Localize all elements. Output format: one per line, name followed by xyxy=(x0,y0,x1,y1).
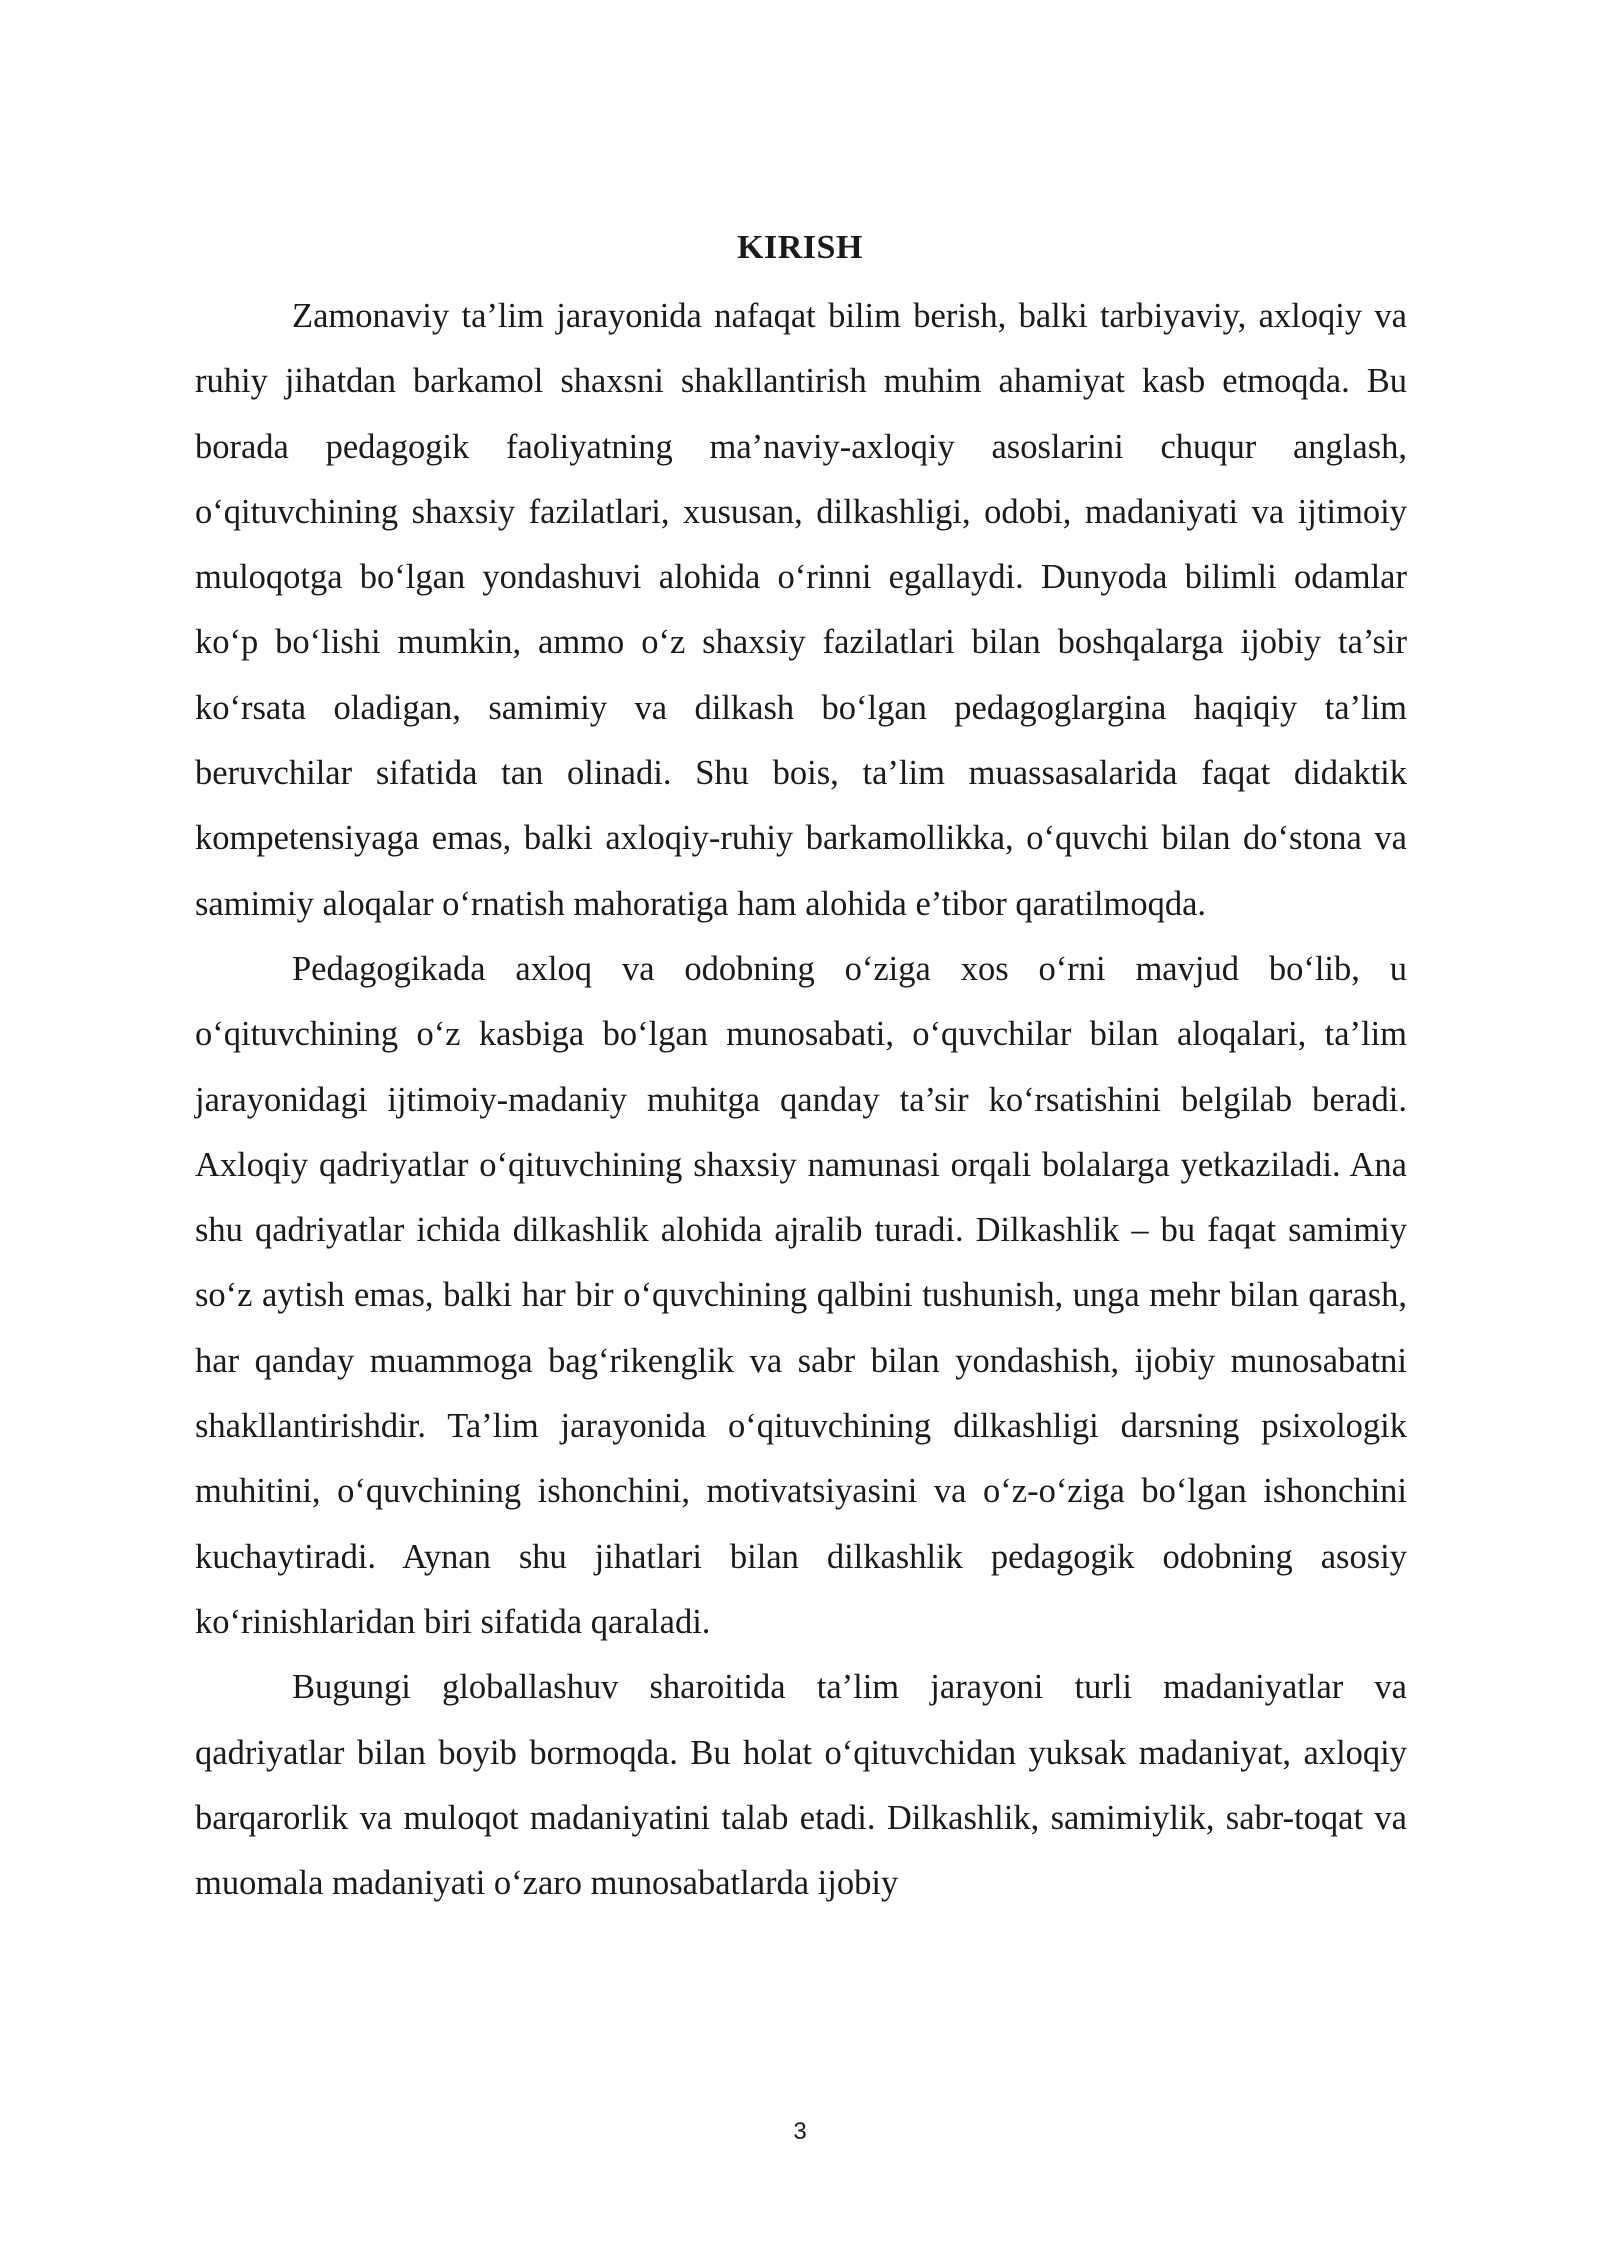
paragraph-2: Pedagogikada axloq va odobning o‘ziga xos o‘rni mavjud bo‘lib, u o‘qituvchining o‘z kasbiga bo‘lgan munosabati, o‘quvchilar bilan aloqalari, ta’lim jarayonidagi ijtimoiy-madaniy muhitga qanday ta’sir ko‘rsatishini belgilab beradi. Axloqiy qadriyatlar o‘qituvchining shaxsiy namunasi orqali bolalarga yetkaziladi. Ana shu qadriyatlar ichida dilkashlik alohida ajralib turadi. Dilkashlik – bu faqat samimiy so‘z aytish emas, balki har bir o‘quvchining qalbini tushunish, unga mehr bilan qarash, har qanday muammoga bag‘rikenglik va sabr bilan yondashish, ijobiy munosabatni shakllantirishdir. Ta’lim jarayonida o‘qituvchining dilkashligi darsning psixologik muhitini, o‘quvchining ishonchini, motivatsiyasini va o‘z-o‘ziga bo‘lgan ishonchini kuchaytiradi. Aynan shu jihatlari bilan dilkashlik pedagogik odobning asosiy ko‘rinishlaridan biri sifatida qaraladi. xyxy=(195,949,1407,1641)
paragraph-1: Zamonaviy ta’lim jarayonida nafaqat bilim berish, balki tarbiyaviy, axloqiy va ruhiy jihatdan barkamol shaxsni shakllantirish muhim ahamiyat kasb etmoqda. Bu borada pedagogik faoliyatning ma’naviy-axloqiy asoslarini chuqur anglash, o‘qituvchining shaxsiy fazilatlari, xususan, dilkashligi, odobi, madaniyati va ijtimoiy muloqotga bo‘lgan yondashuvi alohida o‘rinni egallaydi. Dunyoda bilimli odamlar ko‘p bo‘lishi mumkin, ammo o‘z shaxsiy fazilatlari bilan boshqalarga ijobiy ta’sir ko‘rsata oladigan, samimiy va dilkash bo‘lgan pedagoglargina haqiqiy ta’lim beruvchilar sifatida tan olinadi. Shu bois, ta’lim muassasalarida faqat didaktik kompetensiyaga emas, balki axloqiy-ruhiy barkamollikka, o‘quvchi bilan do‘stona va samimiy aloqalar o‘rnatish mahoratiga ham alohida e’tibor qaratilmoqda. xyxy=(195,297,1407,923)
body-text xyxy=(195,284,1407,1916)
page-number: 3 xyxy=(793,2118,807,2145)
section-heading: KIRISH xyxy=(737,229,863,266)
paragraph-3: Bugungi globallashuv sharoitida ta’lim jarayoni turli madaniyatlar va qadriyatlar bilan boyib bormoqda. Bu holat o‘qituvchidan yuksak madaniyat, axloqiy barqarorlik va muloqot madaniyatini talab etadi. Dilkashlik, samimiylik, sabr-toqat va muomala madaniyati o‘zaro munosabatlarda ijobiy xyxy=(195,1668,1407,1903)
